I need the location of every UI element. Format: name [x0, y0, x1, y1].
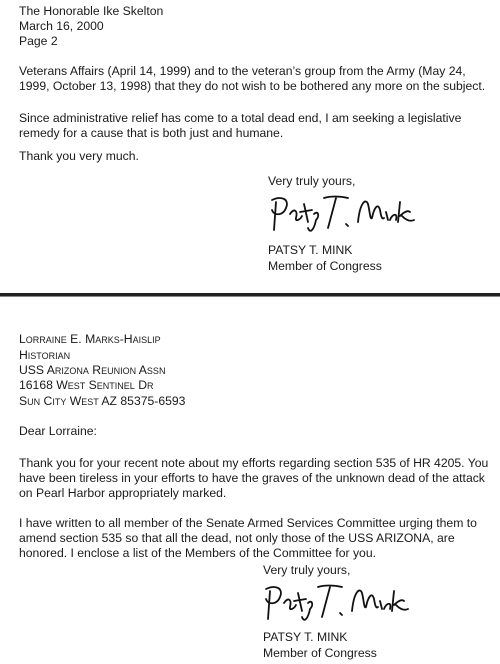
closing: Very truly yours,	[268, 174, 356, 188]
body-paragraph-3: Thank you very much.	[19, 149, 139, 163]
body-paragraph-2: Since administrative relief has come to a total dead end, I am seeking a legislative remedy for a cause that is both just and humane.	[19, 111, 462, 140]
signer-name: PATSY T. MINK	[268, 243, 353, 257]
signer-title: Member of Congress	[263, 646, 377, 660]
address-street: 16168 West Sentinel Dr	[19, 378, 154, 392]
body-paragraph-1: Thank you for your recent note about my efforts regarding section 535 of HR 4205. You have been tireless in your efforts to have the graves of the unknown dead of the attack on Pearl Harbor appropriately marked.	[19, 456, 489, 500]
signer-title: Member of Congress	[268, 259, 382, 273]
signer-name: PATSY T. MINK	[263, 630, 348, 644]
header-recipient: The Honorable Ike Skelton	[19, 4, 164, 18]
body-paragraph-1: Veterans Affairs (April 14, 1999) and to the veteran’s group from the Army (May 24, 1999, October 13, 1998) that they do not wish to be bothered any more on the subject.	[19, 64, 486, 93]
page-divider	[0, 293, 500, 297]
salutation: Dear Lorraine:	[19, 424, 97, 438]
closing: Very truly yours,	[263, 563, 351, 577]
header-page: Page 2	[19, 34, 58, 48]
signature	[266, 190, 416, 236]
address-title: Historian	[19, 348, 71, 362]
signature	[260, 579, 410, 625]
body-paragraph-2: I have written to all member of the Senate Armed Services Committee urging them to amend section 535 so that all the dead, not only those of the USS ARIZONA, are honored. I enclose a list of the Members of the Committee for you.	[19, 516, 477, 560]
address-city: Sun City West AZ 85375-6593	[19, 394, 186, 408]
letter-page-top	[0, 0, 500, 294]
address-organization: USS Arizona Reunion Assn	[19, 363, 166, 377]
header-date: March 16, 2000	[19, 19, 104, 33]
address-name: Lorraine E. Marks-Haislip	[19, 332, 161, 346]
letter-page-bottom	[0, 299, 500, 664]
